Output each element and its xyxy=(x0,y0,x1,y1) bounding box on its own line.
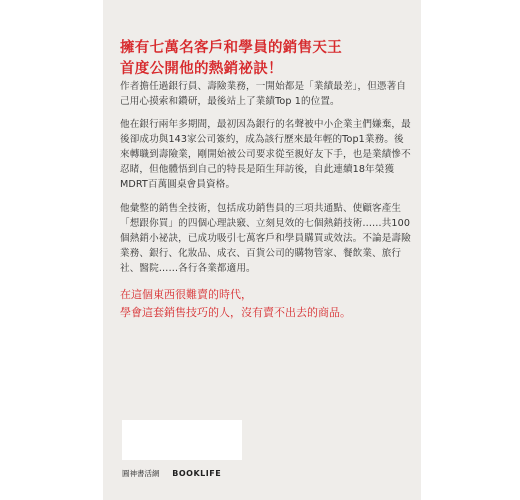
paragraph-text: 作者擔任過銀行員、壽險業務，一開始都是「業績最差」，但憑著自己用心摸索和鑽研，最後站上了業績Top 1的位置。 xyxy=(120,81,407,107)
paragraph-text: 他彙整的銷售全技術，包括成功銷售員的三項共通點、使顧客產生「想跟你買」的四個心理訣竅、立刻見效的七個熱銷技術……共100個熱銷小祕訣，已成功吸引七萬客戶和學員購買或效法。不論是壽險業務、銀行、化妝品、成衣、百貨公司的購物管家、餐飲業、旅行社、醫院……各行各業都適用。 xyxy=(120,203,411,274)
callout xyxy=(120,286,412,322)
headline xyxy=(120,37,410,79)
paragraph-text: 他在銀行兩年多期間，最初因為銀行的名聲被中小企業主們嫌棄，最後卻成功與143家公司簽約，成為該行歷來最年輕的Top1業務。後來轉職到壽險業，剛開始被公司要求從至親好友下手，也是業績慘不忍睹，但他體悟到自己的特長是陌生拜訪後，自此連續18年榮獲MDRT百萬圓桌會員資格。 xyxy=(120,119,411,190)
publisher-logo-eurasian: 圓神書活網 xyxy=(122,469,160,478)
body-paragraph-2 xyxy=(120,117,412,192)
publisher-logo-booklife: BOOKLIFE xyxy=(172,469,222,478)
callout-line-1: 在這個東西很難賣的時代， xyxy=(120,288,252,301)
body-paragraph-3 xyxy=(120,201,412,276)
publisher-logos xyxy=(122,468,221,479)
body-paragraph-1 xyxy=(120,79,412,109)
headline-line-1: 擁有七萬名客戶和學員的銷售天王 xyxy=(120,39,342,56)
callout-line-2: 學會這套銷售技巧的人，沒有賣不出去的商品。 xyxy=(120,306,351,319)
headline-line-2: 首度公開他的熱銷祕訣！ xyxy=(120,60,283,77)
barcode-area xyxy=(122,420,242,460)
back-cover xyxy=(103,0,421,500)
